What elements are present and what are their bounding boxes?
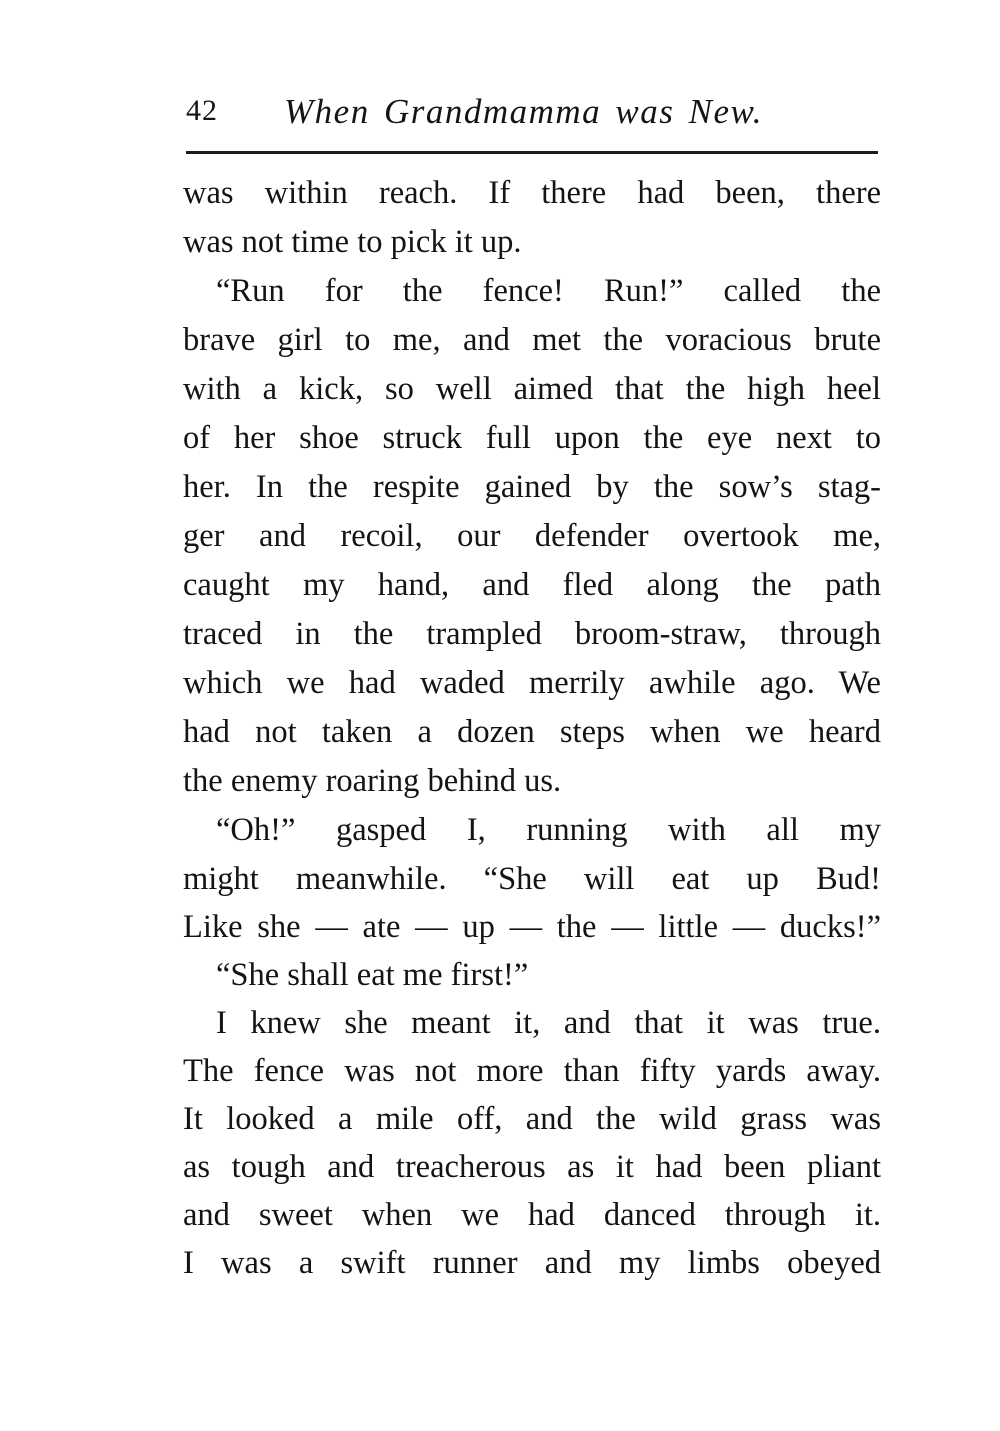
text-line: It looked a mile off, and the wild grass was — [183, 1101, 881, 1137]
text-line: had not taken a dozen steps when we heard — [183, 714, 881, 750]
text-line: “Run for the fence! Run!” called the — [216, 273, 881, 309]
text-line: was not time to pick it up. — [183, 224, 522, 260]
text-line: I was a swift runner and my limbs obeyed — [183, 1245, 881, 1281]
text-line: The fence was not more than fifty yards away. — [183, 1053, 881, 1089]
page-number: 42 — [186, 94, 218, 127]
text-line: I knew she meant it, and that it was true. — [216, 1005, 881, 1041]
page-header — [186, 92, 880, 140]
header-rule — [186, 151, 878, 154]
text-line: was within reach. If there had been, there — [183, 175, 881, 211]
text-line: Like she — ate — up — the — little — ducks!” — [183, 909, 881, 945]
text-line: which we had waded merrily awhile ago. We — [183, 665, 881, 701]
text-line: of her shoe struck full upon the eye next to — [183, 420, 881, 456]
text-line: “She shall eat me first!” — [216, 957, 529, 993]
text-line: her. In the respite gained by the sow’s stag- — [183, 469, 881, 505]
text-line: caught my hand, and fled along the path — [183, 567, 881, 603]
text-line: ger and recoil, our defender overtook me, — [183, 518, 881, 554]
text-line: traced in the trampled broom-straw, through — [183, 616, 881, 652]
text-line: as tough and treacherous as it had been pliant — [183, 1149, 881, 1185]
text-line: the enemy roaring behind us. — [183, 763, 562, 799]
text-line: might meanwhile. “She will eat up Bud! — [183, 861, 881, 897]
text-line: with a kick, so well aimed that the high heel — [183, 371, 881, 407]
text-line: brave girl to me, and met the voracious brute — [183, 322, 881, 358]
text-line: “Oh!” gasped I, running with all my — [216, 812, 881, 848]
text-line: and sweet when we had danced through it. — [183, 1197, 881, 1233]
running-title: When Grandmamma was New. — [284, 92, 764, 131]
